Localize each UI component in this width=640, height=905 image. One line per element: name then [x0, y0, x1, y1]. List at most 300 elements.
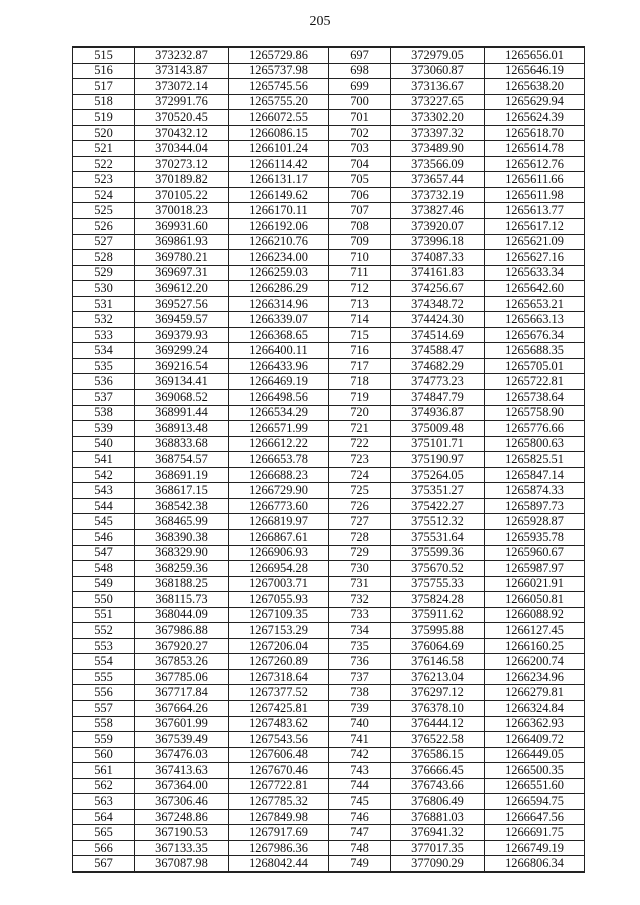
x-coordinate-left: 369379.93: [135, 327, 229, 343]
point-number-right: 737: [329, 669, 391, 685]
y-coordinate-right: 1265722.81: [485, 374, 585, 390]
point-number-right: 707: [329, 203, 391, 219]
x-coordinate-right: 376444.12: [391, 716, 485, 732]
x-coordinate-right: 376064.69: [391, 638, 485, 654]
point-number-left: 558: [73, 716, 135, 732]
point-number-left: 535: [73, 358, 135, 374]
y-coordinate-right: 1266594.75: [485, 794, 585, 810]
y-coordinate-right: 1265611.98: [485, 187, 585, 203]
y-coordinate-left: 1267986.36: [229, 840, 329, 856]
point-number-right: 705: [329, 172, 391, 188]
point-number-right: 704: [329, 156, 391, 172]
x-coordinate-left: 367785.06: [135, 669, 229, 685]
table-row: [73, 343, 585, 359]
point-number-right: 726: [329, 498, 391, 514]
x-coordinate-left: 367413.63: [135, 763, 229, 779]
x-coordinate-right: 373920.07: [391, 219, 485, 235]
x-coordinate-left: 367248.86: [135, 809, 229, 825]
point-number-left: 524: [73, 187, 135, 203]
y-coordinate-left: 1266086.15: [229, 125, 329, 141]
y-coordinate-right: 1265825.51: [485, 452, 585, 468]
y-coordinate-left: 1266170.11: [229, 203, 329, 219]
x-coordinate-right: 376146.58: [391, 654, 485, 670]
table-row: [73, 79, 585, 95]
point-number-right: 716: [329, 343, 391, 359]
point-number-left: 515: [73, 47, 135, 63]
y-coordinate-left: 1266534.29: [229, 405, 329, 421]
y-coordinate-right: 1266362.93: [485, 716, 585, 732]
x-coordinate-left: 367853.26: [135, 654, 229, 670]
x-coordinate-right: 376586.15: [391, 747, 485, 763]
point-number-right: 743: [329, 763, 391, 779]
point-number-left: 523: [73, 172, 135, 188]
point-number-right: 738: [329, 685, 391, 701]
y-coordinate-left: 1266072.55: [229, 110, 329, 126]
point-number-left: 540: [73, 436, 135, 452]
point-number-right: 747: [329, 825, 391, 841]
point-number-left: 557: [73, 700, 135, 716]
y-coordinate-left: 1267153.29: [229, 623, 329, 639]
point-number-left: 520: [73, 125, 135, 141]
x-coordinate-left: 369612.20: [135, 281, 229, 297]
point-number-left: 552: [73, 623, 135, 639]
x-coordinate-left: 367364.00: [135, 778, 229, 794]
point-number-left: 527: [73, 234, 135, 250]
point-number-right: 719: [329, 390, 391, 406]
y-coordinate-right: 1266160.25: [485, 638, 585, 654]
x-coordinate-left: 369299.24: [135, 343, 229, 359]
y-coordinate-left: 1268042.44: [229, 856, 329, 872]
table-row: [73, 529, 585, 545]
y-coordinate-left: 1266954.28: [229, 561, 329, 577]
x-coordinate-right: 372979.05: [391, 47, 485, 63]
table-row: [73, 156, 585, 172]
y-coordinate-right: 1265618.70: [485, 125, 585, 141]
point-number-left: 562: [73, 778, 135, 794]
table-row: [73, 125, 585, 141]
point-number-right: 698: [329, 63, 391, 79]
x-coordinate-right: 376522.58: [391, 732, 485, 748]
y-coordinate-right: 1265776.66: [485, 421, 585, 437]
y-coordinate-left: 1267055.93: [229, 592, 329, 608]
y-coordinate-left: 1266210.76: [229, 234, 329, 250]
point-number-right: 741: [329, 732, 391, 748]
page-number: 205: [309, 14, 331, 29]
point-number-right: 724: [329, 467, 391, 483]
x-coordinate-left: 369931.60: [135, 219, 229, 235]
x-coordinate-left: 369134.41: [135, 374, 229, 390]
table-row: [73, 794, 585, 810]
x-coordinate-left: 368329.90: [135, 545, 229, 561]
point-number-right: 742: [329, 747, 391, 763]
x-coordinate-right: 377017.35: [391, 840, 485, 856]
y-coordinate-left: 1266571.99: [229, 421, 329, 437]
x-coordinate-right: 375824.28: [391, 592, 485, 608]
x-coordinate-right: 375755.33: [391, 576, 485, 592]
y-coordinate-right: 1265621.09: [485, 234, 585, 250]
y-coordinate-left: 1266688.23: [229, 467, 329, 483]
y-coordinate-left: 1267670.46: [229, 763, 329, 779]
point-number-left: 530: [73, 281, 135, 297]
point-number-left: 545: [73, 514, 135, 530]
y-coordinate-right: 1266409.72: [485, 732, 585, 748]
x-coordinate-right: 375512.32: [391, 514, 485, 530]
table-row: [73, 250, 585, 266]
y-coordinate-left: 1266400.11: [229, 343, 329, 359]
x-coordinate-left: 369459.57: [135, 312, 229, 328]
x-coordinate-left: 369780.21: [135, 250, 229, 266]
x-coordinate-left: 368115.73: [135, 592, 229, 608]
point-number-left: 518: [73, 94, 135, 110]
point-number-left: 564: [73, 809, 135, 825]
point-number-left: 519: [73, 110, 135, 126]
coordinates-table: [72, 46, 585, 873]
x-coordinate-left: 370018.23: [135, 203, 229, 219]
point-number-right: 714: [329, 312, 391, 328]
x-coordinate-right: 373136.67: [391, 79, 485, 95]
y-coordinate-left: 1267849.98: [229, 809, 329, 825]
table-row: [73, 592, 585, 608]
point-number-left: 560: [73, 747, 135, 763]
x-coordinate-left: 368754.57: [135, 452, 229, 468]
point-number-right: 727: [329, 514, 391, 530]
point-number-right: 717: [329, 358, 391, 374]
x-coordinate-right: 376666.45: [391, 763, 485, 779]
y-coordinate-right: 1265874.33: [485, 483, 585, 499]
x-coordinate-left: 369216.54: [135, 358, 229, 374]
point-number-right: 713: [329, 296, 391, 312]
y-coordinate-right: 1266234.96: [485, 669, 585, 685]
table-row: [73, 763, 585, 779]
x-coordinate-left: 367306.46: [135, 794, 229, 810]
y-coordinate-left: 1266339.07: [229, 312, 329, 328]
x-coordinate-right: 373489.90: [391, 141, 485, 157]
point-number-right: 728: [329, 529, 391, 545]
point-number-right: 729: [329, 545, 391, 561]
x-coordinate-left: 370189.82: [135, 172, 229, 188]
x-coordinate-left: 368188.25: [135, 576, 229, 592]
x-coordinate-left: 367133.35: [135, 840, 229, 856]
point-number-right: 721: [329, 421, 391, 437]
x-coordinate-right: 377090.29: [391, 856, 485, 872]
table-row: [73, 203, 585, 219]
point-number-left: 516: [73, 63, 135, 79]
table-row: [73, 358, 585, 374]
x-coordinate-left: 367986.88: [135, 623, 229, 639]
point-number-right: 730: [329, 561, 391, 577]
y-coordinate-right: 1265758.90: [485, 405, 585, 421]
point-number-right: 712: [329, 281, 391, 297]
x-coordinate-left: 368465.99: [135, 514, 229, 530]
point-number-left: 531: [73, 296, 135, 312]
y-coordinate-left: 1265745.56: [229, 79, 329, 95]
y-coordinate-right: 1265633.34: [485, 265, 585, 281]
table-row: [73, 110, 585, 126]
y-coordinate-right: 1266200.74: [485, 654, 585, 670]
table-row: [73, 576, 585, 592]
table-row: [73, 638, 585, 654]
y-coordinate-right: 1265897.73: [485, 498, 585, 514]
y-coordinate-right: 1266500.35: [485, 763, 585, 779]
x-coordinate-left: 368259.36: [135, 561, 229, 577]
x-coordinate-right: 373996.18: [391, 234, 485, 250]
y-coordinate-left: 1266612.22: [229, 436, 329, 452]
point-number-left: 543: [73, 483, 135, 499]
table-row: [73, 172, 585, 188]
y-coordinate-left: 1266729.90: [229, 483, 329, 499]
table-row: [73, 312, 585, 328]
table-row: [73, 561, 585, 577]
table-row: [73, 374, 585, 390]
x-coordinate-right: 373732.19: [391, 187, 485, 203]
table-row: [73, 327, 585, 343]
point-number-left: 539: [73, 421, 135, 437]
point-number-right: 748: [329, 840, 391, 856]
table-row: [73, 623, 585, 639]
point-number-left: 541: [73, 452, 135, 468]
y-coordinate-left: 1266314.96: [229, 296, 329, 312]
y-coordinate-right: 1266806.34: [485, 856, 585, 872]
y-coordinate-right: 1265800.63: [485, 436, 585, 452]
point-number-right: 701: [329, 110, 391, 126]
x-coordinate-left: 369861.93: [135, 234, 229, 250]
x-coordinate-right: 373227.65: [391, 94, 485, 110]
x-coordinate-left: 373143.87: [135, 63, 229, 79]
y-coordinate-left: 1267425.81: [229, 700, 329, 716]
x-coordinate-right: 375009.48: [391, 421, 485, 437]
x-coordinate-right: 374773.23: [391, 374, 485, 390]
y-coordinate-right: 1265624.39: [485, 110, 585, 126]
point-number-left: 567: [73, 856, 135, 872]
table-row: [73, 390, 585, 406]
point-number-right: 745: [329, 794, 391, 810]
point-number-right: 733: [329, 607, 391, 623]
y-coordinate-left: 1267483.62: [229, 716, 329, 732]
table-row: [73, 483, 585, 499]
y-coordinate-right: 1266749.19: [485, 840, 585, 856]
point-number-right: 710: [329, 250, 391, 266]
y-coordinate-left: 1267377.52: [229, 685, 329, 701]
x-coordinate-left: 370273.12: [135, 156, 229, 172]
x-coordinate-right: 376806.49: [391, 794, 485, 810]
point-number-left: 537: [73, 390, 135, 406]
y-coordinate-left: 1267003.71: [229, 576, 329, 592]
point-number-left: 555: [73, 669, 135, 685]
x-coordinate-left: 372991.76: [135, 94, 229, 110]
point-number-right: 711: [329, 265, 391, 281]
x-coordinate-right: 376941.32: [391, 825, 485, 841]
y-coordinate-left: 1267206.04: [229, 638, 329, 654]
x-coordinate-left: 367539.49: [135, 732, 229, 748]
x-coordinate-left: 368617.15: [135, 483, 229, 499]
point-number-left: 554: [73, 654, 135, 670]
point-number-left: 534: [73, 343, 135, 359]
x-coordinate-right: 373060.87: [391, 63, 485, 79]
table-row: [73, 545, 585, 561]
y-coordinate-right: 1265928.87: [485, 514, 585, 530]
x-coordinate-right: 375101.71: [391, 436, 485, 452]
x-coordinate-left: 368913.48: [135, 421, 229, 437]
y-coordinate-left: 1266498.56: [229, 390, 329, 406]
x-coordinate-left: 370344.04: [135, 141, 229, 157]
y-coordinate-left: 1266906.93: [229, 545, 329, 561]
x-coordinate-right: 374936.87: [391, 405, 485, 421]
x-coordinate-right: 374514.69: [391, 327, 485, 343]
table-row: [73, 265, 585, 281]
x-coordinate-right: 374348.72: [391, 296, 485, 312]
table-row: [73, 498, 585, 514]
table-row: [73, 94, 585, 110]
x-coordinate-left: 367190.53: [135, 825, 229, 841]
x-coordinate-right: 376743.66: [391, 778, 485, 794]
table-row: [73, 809, 585, 825]
table-row: [73, 187, 585, 203]
y-coordinate-left: 1266192.06: [229, 219, 329, 235]
y-coordinate-left: 1267318.64: [229, 669, 329, 685]
y-coordinate-left: 1265755.20: [229, 94, 329, 110]
y-coordinate-right: 1265614.78: [485, 141, 585, 157]
point-number-right: 715: [329, 327, 391, 343]
table-row: [73, 63, 585, 79]
y-coordinate-right: 1265613.77: [485, 203, 585, 219]
point-number-left: 544: [73, 498, 135, 514]
y-coordinate-right: 1266449.05: [485, 747, 585, 763]
x-coordinate-right: 375190.97: [391, 452, 485, 468]
table-row: [73, 747, 585, 763]
x-coordinate-left: 368691.19: [135, 467, 229, 483]
x-coordinate-right: 374847.79: [391, 390, 485, 406]
x-coordinate-left: 367476.03: [135, 747, 229, 763]
point-number-right: 700: [329, 94, 391, 110]
y-coordinate-left: 1267722.81: [229, 778, 329, 794]
table-row: [73, 467, 585, 483]
table-row: [73, 654, 585, 670]
table-row: [73, 47, 585, 63]
x-coordinate-right: 375911.62: [391, 607, 485, 623]
table-row: [73, 669, 585, 685]
table-row: [73, 219, 585, 235]
point-number-left: 546: [73, 529, 135, 545]
point-number-right: 731: [329, 576, 391, 592]
y-coordinate-right: 1266691.75: [485, 825, 585, 841]
point-number-left: 550: [73, 592, 135, 608]
point-number-left: 538: [73, 405, 135, 421]
point-number-left: 561: [73, 763, 135, 779]
point-number-right: 725: [329, 483, 391, 499]
y-coordinate-right: 1265656.01: [485, 47, 585, 63]
x-coordinate-left: 368991.44: [135, 405, 229, 421]
y-coordinate-right: 1265653.21: [485, 296, 585, 312]
y-coordinate-left: 1266234.00: [229, 250, 329, 266]
table-row: [73, 732, 585, 748]
table-row: [73, 840, 585, 856]
table-row: [73, 234, 585, 250]
point-number-right: 697: [329, 47, 391, 63]
y-coordinate-right: 1265612.76: [485, 156, 585, 172]
x-coordinate-left: 367920.27: [135, 638, 229, 654]
x-coordinate-right: 375422.27: [391, 498, 485, 514]
y-coordinate-left: 1266368.65: [229, 327, 329, 343]
point-number-right: 744: [329, 778, 391, 794]
y-coordinate-right: 1265960.67: [485, 545, 585, 561]
x-coordinate-right: 375264.05: [391, 467, 485, 483]
point-number-left: 559: [73, 732, 135, 748]
point-number-right: 739: [329, 700, 391, 716]
x-coordinate-right: 373566.09: [391, 156, 485, 172]
y-coordinate-right: 1265638.20: [485, 79, 585, 95]
table-row: [73, 685, 585, 701]
table-row: [73, 607, 585, 623]
x-coordinate-right: 373827.46: [391, 203, 485, 219]
y-coordinate-left: 1265737.98: [229, 63, 329, 79]
point-number-right: 734: [329, 623, 391, 639]
point-number-right: 706: [329, 187, 391, 203]
y-coordinate-right: 1265847.14: [485, 467, 585, 483]
x-coordinate-right: 376213.04: [391, 669, 485, 685]
x-coordinate-right: 373302.20: [391, 110, 485, 126]
point-number-left: 553: [73, 638, 135, 654]
table-row: [73, 452, 585, 468]
x-coordinate-right: 375995.88: [391, 623, 485, 639]
y-coordinate-right: 1265629.94: [485, 94, 585, 110]
x-coordinate-left: 370105.22: [135, 187, 229, 203]
y-coordinate-right: 1266127.45: [485, 623, 585, 639]
x-coordinate-right: 376881.03: [391, 809, 485, 825]
x-coordinate-right: 375599.36: [391, 545, 485, 561]
y-coordinate-right: 1266279.81: [485, 685, 585, 701]
y-coordinate-right: 1266088.92: [485, 607, 585, 623]
table-row: [73, 421, 585, 437]
point-number-left: 532: [73, 312, 135, 328]
point-number-left: 522: [73, 156, 135, 172]
point-number-right: 722: [329, 436, 391, 452]
y-coordinate-right: 1266050.81: [485, 592, 585, 608]
x-coordinate-left: 367601.99: [135, 716, 229, 732]
x-coordinate-right: 374161.83: [391, 265, 485, 281]
point-number-left: 542: [73, 467, 135, 483]
point-number-right: 735: [329, 638, 391, 654]
point-number-left: 526: [73, 219, 135, 235]
point-number-right: 720: [329, 405, 391, 421]
x-coordinate-right: 376297.12: [391, 685, 485, 701]
point-number-left: 529: [73, 265, 135, 281]
y-coordinate-right: 1266647.56: [485, 809, 585, 825]
y-coordinate-left: 1266286.29: [229, 281, 329, 297]
x-coordinate-right: 373657.44: [391, 172, 485, 188]
x-coordinate-left: 373072.14: [135, 79, 229, 95]
point-number-left: 566: [73, 840, 135, 856]
point-number-left: 565: [73, 825, 135, 841]
table-row: [73, 778, 585, 794]
point-number-right: 703: [329, 141, 391, 157]
y-coordinate-left: 1267260.89: [229, 654, 329, 670]
point-number-left: 533: [73, 327, 135, 343]
x-coordinate-right: 375531.64: [391, 529, 485, 545]
point-number-left: 556: [73, 685, 135, 701]
x-coordinate-left: 369697.31: [135, 265, 229, 281]
y-coordinate-left: 1266867.61: [229, 529, 329, 545]
y-coordinate-right: 1265611.66: [485, 172, 585, 188]
point-number-right: 740: [329, 716, 391, 732]
x-coordinate-left: 368833.68: [135, 436, 229, 452]
table-row: [73, 281, 585, 297]
x-coordinate-right: 374087.33: [391, 250, 485, 266]
table-row: [73, 296, 585, 312]
y-coordinate-left: 1266819.97: [229, 514, 329, 530]
y-coordinate-right: 1266324.84: [485, 700, 585, 716]
y-coordinate-left: 1267606.48: [229, 747, 329, 763]
x-coordinate-right: 374424.30: [391, 312, 485, 328]
